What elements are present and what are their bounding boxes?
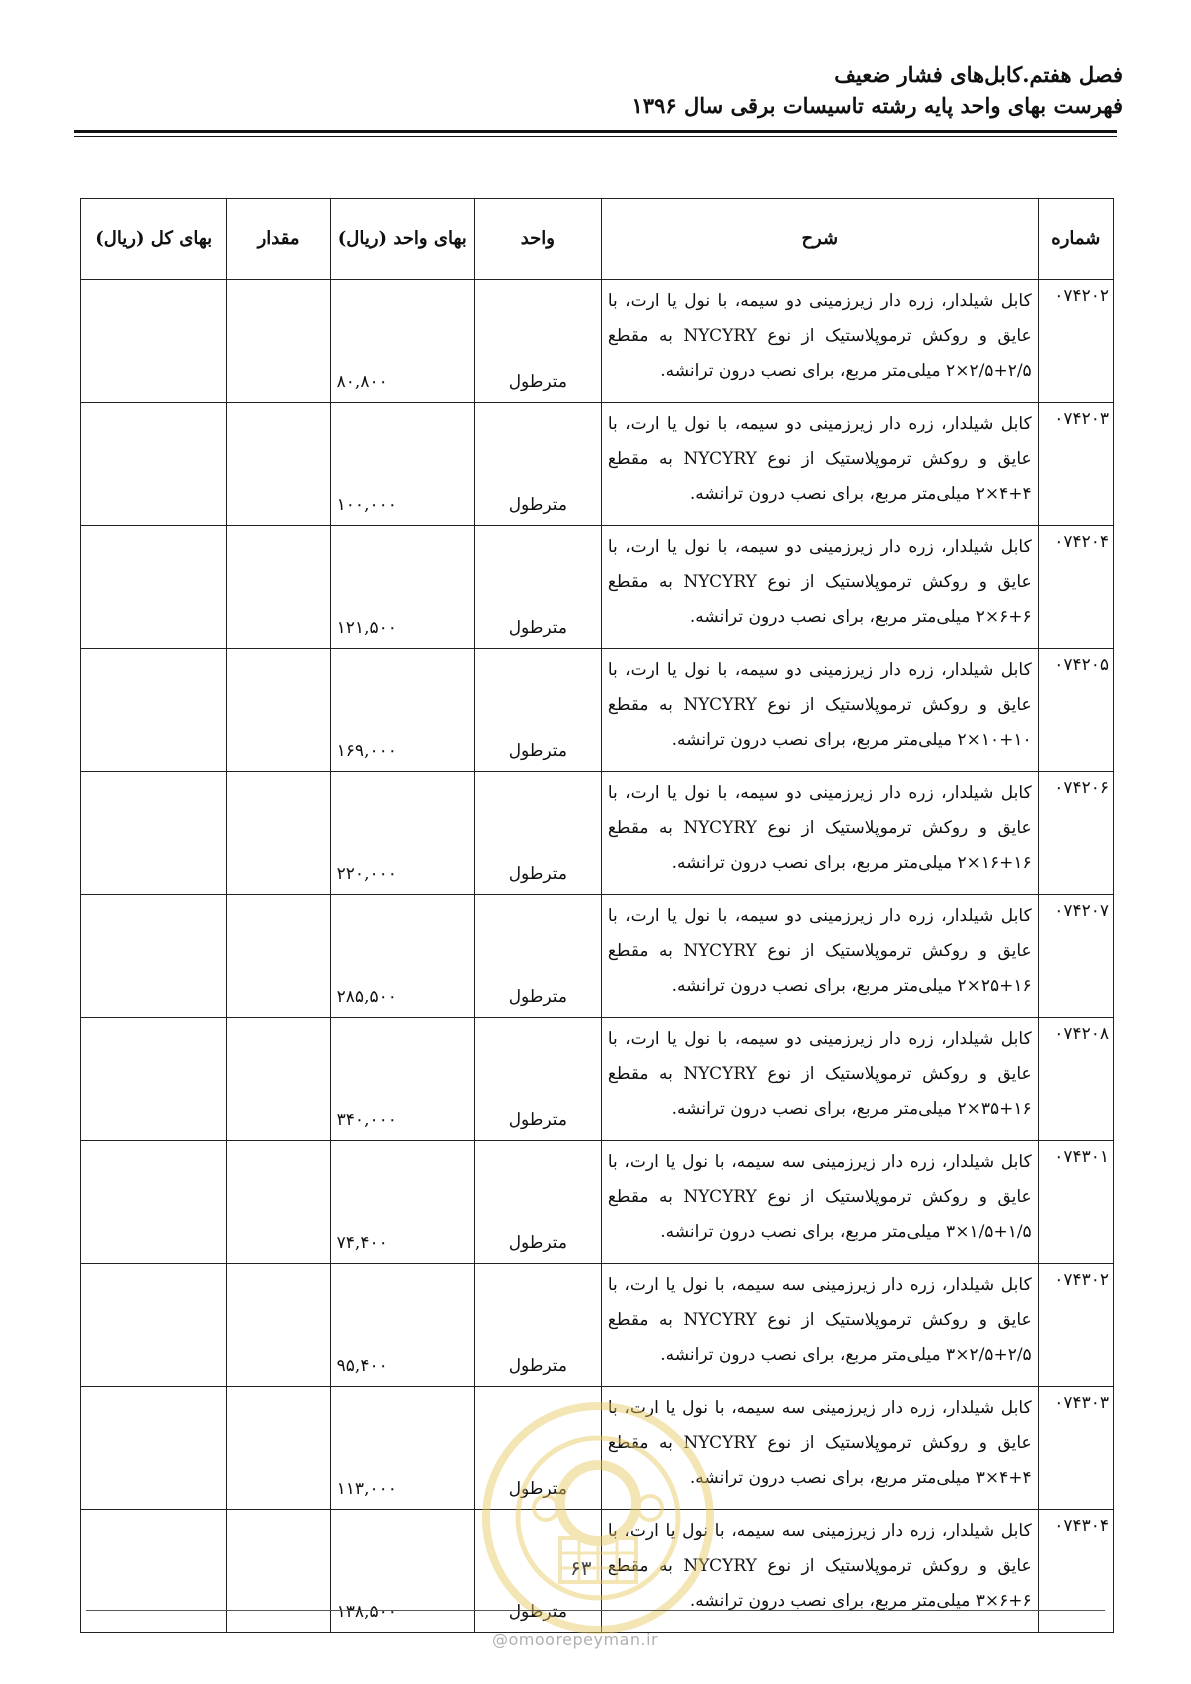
item-unit: مترطول (474, 1387, 601, 1510)
item-unit-price: ۲۸۵,۵۰۰ (330, 895, 474, 1018)
item-quantity (227, 1387, 330, 1510)
item-code: ۰۷۴۳۰۳ (1038, 1387, 1113, 1510)
item-code: ۰۷۴۳۰۲ (1038, 1264, 1113, 1387)
item-total-price (81, 895, 227, 1018)
item-unit: مترطول (474, 1018, 601, 1141)
item-unit-price: ۱۶۹,۰۰۰ (330, 649, 474, 772)
item-unit: مترطول (474, 1141, 601, 1264)
col-header-code: شماره (1038, 199, 1113, 280)
item-description: کابل شیلدار، زره دار زیرزمینی سه سیمه، با نول یا ارت، با عایق و روکش ترموپلاستیک از نوع NYCYRY به مقطع ۴+۴×۳ میلی‌متر مربع، برای نصب درون ترانشه. (601, 1387, 1038, 1510)
table-row (81, 1018, 1114, 1141)
item-description: کابل شیلدار، زره دار زیرزمینی دو سیمه، با نول یا ارت، با عایق و روکش ترموپلاستیک از نوع NYCYRY به مقطع ۴+۴×۲ میلی‌متر مربع، برای نصب درون ترانشه. (601, 403, 1038, 526)
item-code: ۰۷۴۳۰۴ (1038, 1510, 1113, 1633)
item-description: کابل شیلدار، زره دار زیرزمینی دو سیمه، با نول یا ارت، با عایق و روکش ترموپلاستیک از نوع NYCYRY به مقطع ۱۰+۱۰×۲ میلی‌متر مربع، برای نصب درون ترانشه. (601, 649, 1038, 772)
table-header-row (81, 199, 1114, 280)
item-unit-price: ۱۲۱,۵۰۰ (330, 526, 474, 649)
item-description: کابل شیلدار، زره دار زیرزمینی سه سیمه، با نول یا ارت، با عایق و روکش ترموپلاستیک از نوع NYCYRY به مقطع ۲/۵+۲/۵×۳ میلی‌متر مربع، برای نصب درون ترانشه. (601, 1264, 1038, 1387)
item-total-price (81, 526, 227, 649)
item-unit: مترطول (474, 403, 601, 526)
site-watermark: @omoorepeyman.ir (492, 1630, 659, 1649)
item-code: ۰۷۴۳۰۱ (1038, 1141, 1113, 1264)
chapter-title: فصل هفتم.کابل‌های فشار ضعیف (834, 62, 1123, 87)
item-unit-price: ۲۲۰,۰۰۰ (330, 772, 474, 895)
table-row (81, 1510, 1114, 1633)
item-unit: مترطول (474, 649, 601, 772)
col-header-unit-price: بهای واحد (ریال) (330, 199, 474, 280)
table-row (81, 403, 1114, 526)
item-code: ۰۷۴۲۰۲ (1038, 280, 1113, 403)
item-total-price (81, 772, 227, 895)
book-title: فهرست بهای واحد پایه رشته تاسیسات برقی سال ۱۳۹۶ (631, 93, 1123, 118)
item-description: کابل شیلدار، زره دار زیرزمینی سه سیمه، با نول یا ارت، با عایق و روکش ترموپلاستیک از نوع NYCYRY به مقطع ۱/۵+۱/۵×۳ میلی‌متر مربع، برای نصب درون ترانشه. (601, 1141, 1038, 1264)
item-description: کابل شیلدار، زره دار زیرزمینی دو سیمه، با نول یا ارت، با عایق و روکش ترموپلاستیک از نوع NYCYRY به مقطع ۱۶+۳۵×۲ میلی‌متر مربع، برای نصب درون ترانشه. (601, 1018, 1038, 1141)
col-header-description: شرح (601, 199, 1038, 280)
table-row (81, 649, 1114, 772)
item-description: کابل شیلدار، زره دار زیرزمینی دو سیمه، با نول یا ارت، با عایق و روکش ترموپلاستیک از نوع NYCYRY به مقطع ۶+۶×۲ میلی‌متر مربع، برای نصب درون ترانشه. (601, 526, 1038, 649)
item-unit: مترطول (474, 1264, 601, 1387)
item-total-price (81, 649, 227, 772)
item-unit-price: ۸۰,۸۰۰ (330, 280, 474, 403)
page-number: ۶۳ (570, 1556, 592, 1580)
item-unit: مترطول (474, 280, 601, 403)
item-unit-price: ۱۱۳,۰۰۰ (330, 1387, 474, 1510)
item-total-price (81, 1387, 227, 1510)
item-code: ۰۷۴۲۰۶ (1038, 772, 1113, 895)
item-unit: مترطول (474, 526, 601, 649)
item-quantity (227, 1510, 330, 1633)
item-description: کابل شیلدار، زره دار زیرزمینی دو سیمه، با نول یا ارت، با عایق و روکش ترموپلاستیک از نوع NYCYRY به مقطع ۱۶+۲۵×۲ میلی‌متر مربع، برای نصب درون ترانشه. (601, 895, 1038, 1018)
item-quantity (227, 772, 330, 895)
item-description: کابل شیلدار، زره دار زیرزمینی دو سیمه، با نول یا ارت، با عایق و روکش ترموپلاستیک از نوع NYCYRY به مقطع ۱۶+۱۶×۲ میلی‌متر مربع، برای نصب درون ترانشه. (601, 772, 1038, 895)
item-code: ۰۷۴۲۰۸ (1038, 1018, 1113, 1141)
table-row (81, 280, 1114, 403)
item-description: کابل شیلدار، زره دار زیرزمینی سه سیمه، با نول یا ارت، با عایق و روکش ترموپلاستیک از نوع NYCYRY به مقطع ۶+۶×۳ میلی‌متر مربع، برای نصب درون ترانشه. (601, 1510, 1038, 1633)
item-unit-price: ۱۳۸,۵۰۰ (330, 1510, 474, 1633)
item-total-price (81, 1018, 227, 1141)
table-row (81, 895, 1114, 1018)
item-unit-price: ۳۴۰,۰۰۰ (330, 1018, 474, 1141)
col-header-quantity: مقدار (227, 199, 330, 280)
item-quantity (227, 1018, 330, 1141)
item-quantity (227, 526, 330, 649)
item-quantity (227, 403, 330, 526)
item-code: ۰۷۴۲۰۷ (1038, 895, 1113, 1018)
item-unit-price: ۱۰۰,۰۰۰ (330, 403, 474, 526)
item-unit: مترطول (474, 772, 601, 895)
item-quantity (227, 895, 330, 1018)
table-row (81, 772, 1114, 895)
item-quantity (227, 1264, 330, 1387)
col-header-total-price: بهای کل (ریال) (81, 199, 227, 280)
header-rule-thick (74, 130, 1117, 133)
table-row (81, 1141, 1114, 1264)
item-quantity (227, 280, 330, 403)
header-rule-thin (74, 136, 1117, 137)
item-total-price (81, 1510, 227, 1633)
footer-rule (86, 1610, 1105, 1611)
table-row (81, 1264, 1114, 1387)
item-code: ۰۷۴۲۰۳ (1038, 403, 1113, 526)
item-unit-price: ۷۴,۴۰۰ (330, 1141, 474, 1264)
item-total-price (81, 1264, 227, 1387)
item-code: ۰۷۴۲۰۵ (1038, 649, 1113, 772)
table-row (81, 1387, 1114, 1510)
item-total-price (81, 1141, 227, 1264)
item-unit-price: ۹۵,۴۰۰ (330, 1264, 474, 1387)
item-description: کابل شیلدار، زره دار زیرزمینی دو سیمه، با نول یا ارت، با عایق و روکش ترموپلاستیک از نوع NYCYRY به مقطع ۲/۵+۲/۵×۲ میلی‌متر مربع، برای نصب درون ترانشه. (601, 280, 1038, 403)
item-unit: مترطول (474, 895, 601, 1018)
item-unit: مترطول (474, 1510, 601, 1633)
table-row (81, 526, 1114, 649)
col-header-unit: واحد (474, 199, 601, 280)
item-total-price (81, 403, 227, 526)
page-header (632, 60, 1123, 122)
item-quantity (227, 1141, 330, 1264)
item-quantity (227, 649, 330, 772)
item-code: ۰۷۴۲۰۴ (1038, 526, 1113, 649)
price-table (80, 198, 1114, 1633)
item-total-price (81, 280, 227, 403)
